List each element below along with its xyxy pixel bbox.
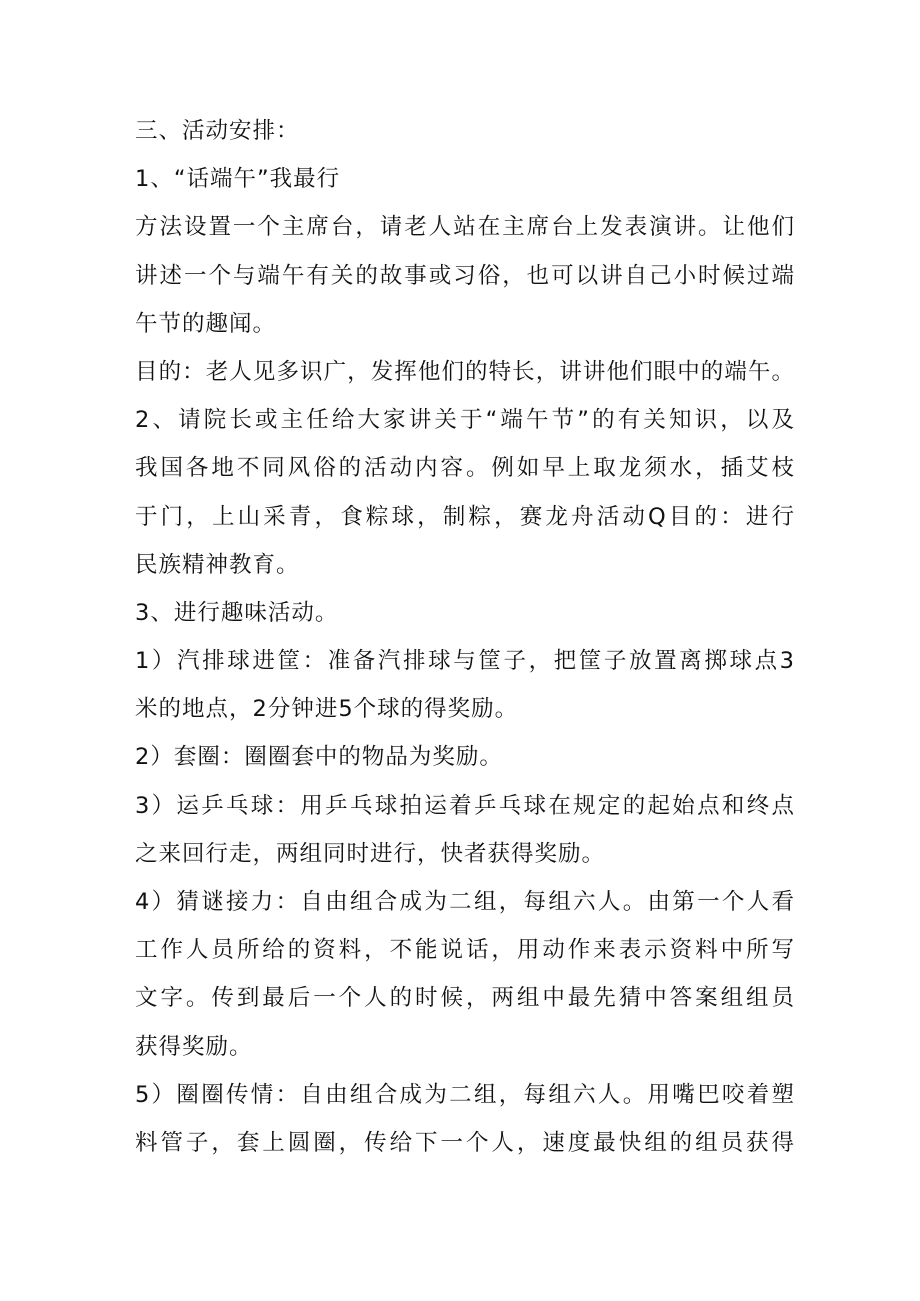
paragraph-line: 3）运乒乓球：用乒乓球拍运着乒乓球在规定的起始点和终点	[135, 792, 795, 819]
paragraph-line: 方法设置一个主席台，请老人站在主席台上发表演讲。让他们	[135, 214, 795, 241]
paragraph-line: 工作人员所给的资料，不能说话，用动作来表示资料中所写	[135, 937, 795, 964]
paragraph-line: 我国各地不同风俗的活动内容。例如早上取龙须水，插艾枝	[135, 455, 795, 482]
paragraph-line: 2）套圈：圈圈套中的物品为奖励。	[135, 744, 503, 771]
paragraph-line: 目的：老人见多识广，发挥他们的特长，讲讲他们眼中的端午。	[135, 358, 795, 385]
paragraph-line: 2、请院长或主任给大家讲关于“端午节”的有关知识，以及	[135, 407, 795, 434]
paragraph-line: 于门，上山采青，食粽球，制粽，赛龙舟活动Q目的：进行	[135, 503, 795, 530]
paragraph-line: 料管子，套上圆圈，传给下一个人，速度最快组的组员获得	[135, 1129, 795, 1156]
item-heading: 3、进行趣味活动。	[135, 599, 339, 626]
paragraph-line: 文字。传到最后一个人的时候，两组中最先猜中答案组组员	[135, 985, 795, 1012]
paragraph-line: 5）圈圈传情：自由组合成为二组，每组六人。用嘴巴咬着塑	[135, 1081, 795, 1108]
paragraph-line: 民族精神教育。	[135, 551, 300, 578]
paragraph-line: 4）猜谜接力：自由组合成为二组，每组六人。由第一个人看	[135, 889, 795, 915]
paragraph-line: 1）汽排球进筐：准备汽排球与筐子，把筐子放置离掷球点3	[135, 648, 795, 675]
paragraph-line: 之来回行走，两组同时进行，快者获得奖励。	[135, 840, 606, 867]
paragraph-line: 讲述一个与端午有关的故事或习俗，也可以讲自己小时候过端	[135, 262, 795, 289]
document-body	[135, 107, 795, 1167]
paragraph-line: 午节的趣闻。	[135, 310, 277, 337]
section-heading: 三、活动安排：	[135, 118, 300, 144]
paragraph-line: 米的地点，2分钟进5个球的得奖励。	[135, 696, 519, 723]
paragraph-line: 获得奖励。	[135, 1033, 253, 1060]
item-heading: 1、“话端午”我最行	[135, 166, 341, 193]
